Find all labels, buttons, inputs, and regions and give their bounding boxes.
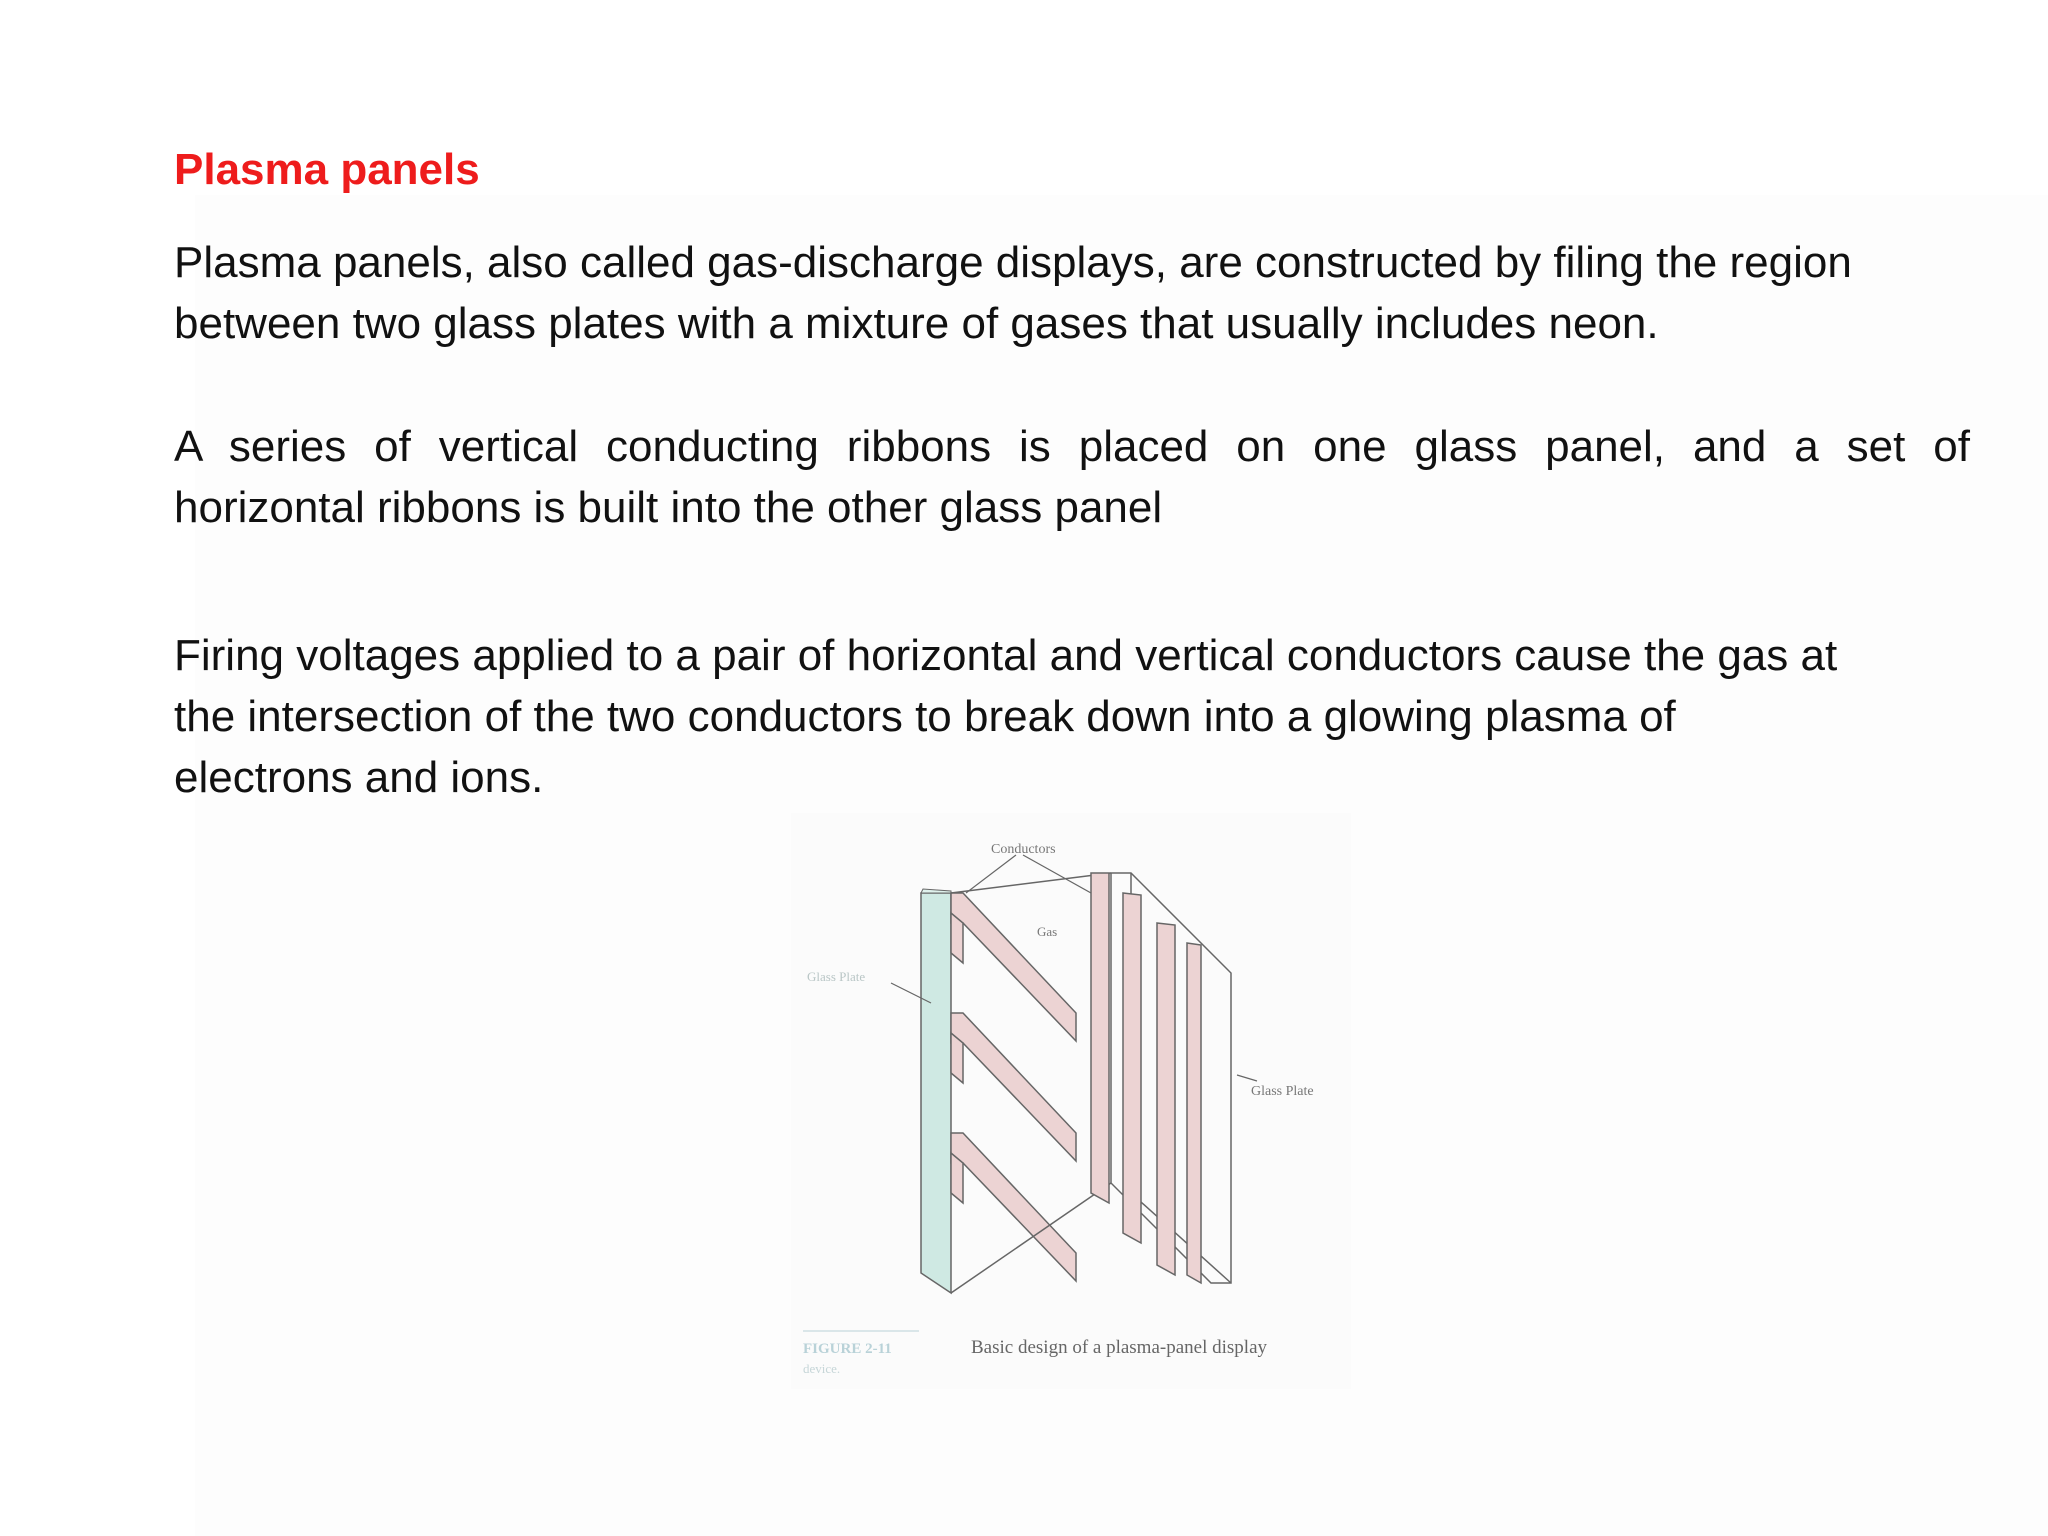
paragraph-line: Firing voltages applied to a pair of horizontal and vertical conductors cause the gas at (174, 631, 1838, 680)
paragraph-firing-voltages (174, 625, 1970, 808)
figure-caption: Basic design of a plasma-panel display (971, 1337, 1268, 1358)
plasma-panel-diagram (791, 813, 1351, 1389)
figure-number-sub: device. (803, 1361, 841, 1376)
vertical-ribbon (1091, 873, 1201, 1283)
horizontal-ribbon (951, 893, 1076, 1281)
paragraph-line: Plasma panels, also called gas-discharge displays, are constructed by filing the region (174, 238, 1852, 287)
paragraph-line: between two glass plates with a mixture of gases that usually includes neon. (174, 299, 1659, 348)
paragraph-line: horizontal ribbons is built into the other glass panel (174, 483, 1163, 532)
front-glass-plate (921, 893, 951, 1293)
figure-number: FIGURE 2-11 (803, 1341, 892, 1357)
label-conductors: Conductors (991, 842, 1056, 857)
label-glass-plate-left: Glass Plate (807, 969, 866, 984)
label-glass-plate-right: Glass Plate (1251, 1084, 1314, 1099)
paragraph-line: electrons and ions. (174, 753, 544, 802)
paragraph-conducting-ribbons (174, 416, 1970, 538)
front-glass-plate-edge (921, 889, 951, 893)
paragraph-line: the intersection of the two conductors to break down into a glowing plasma of (174, 692, 1676, 741)
slide-title: Plasma panels (174, 145, 480, 194)
paragraph-plasma-definition (174, 232, 1970, 354)
paragraph-line: A series of vertical conducting ribbons is placed on one glass panel, and a set of (174, 422, 1970, 471)
plasma-panel-figure (791, 813, 1351, 1389)
label-gas: Gas (1037, 924, 1058, 939)
